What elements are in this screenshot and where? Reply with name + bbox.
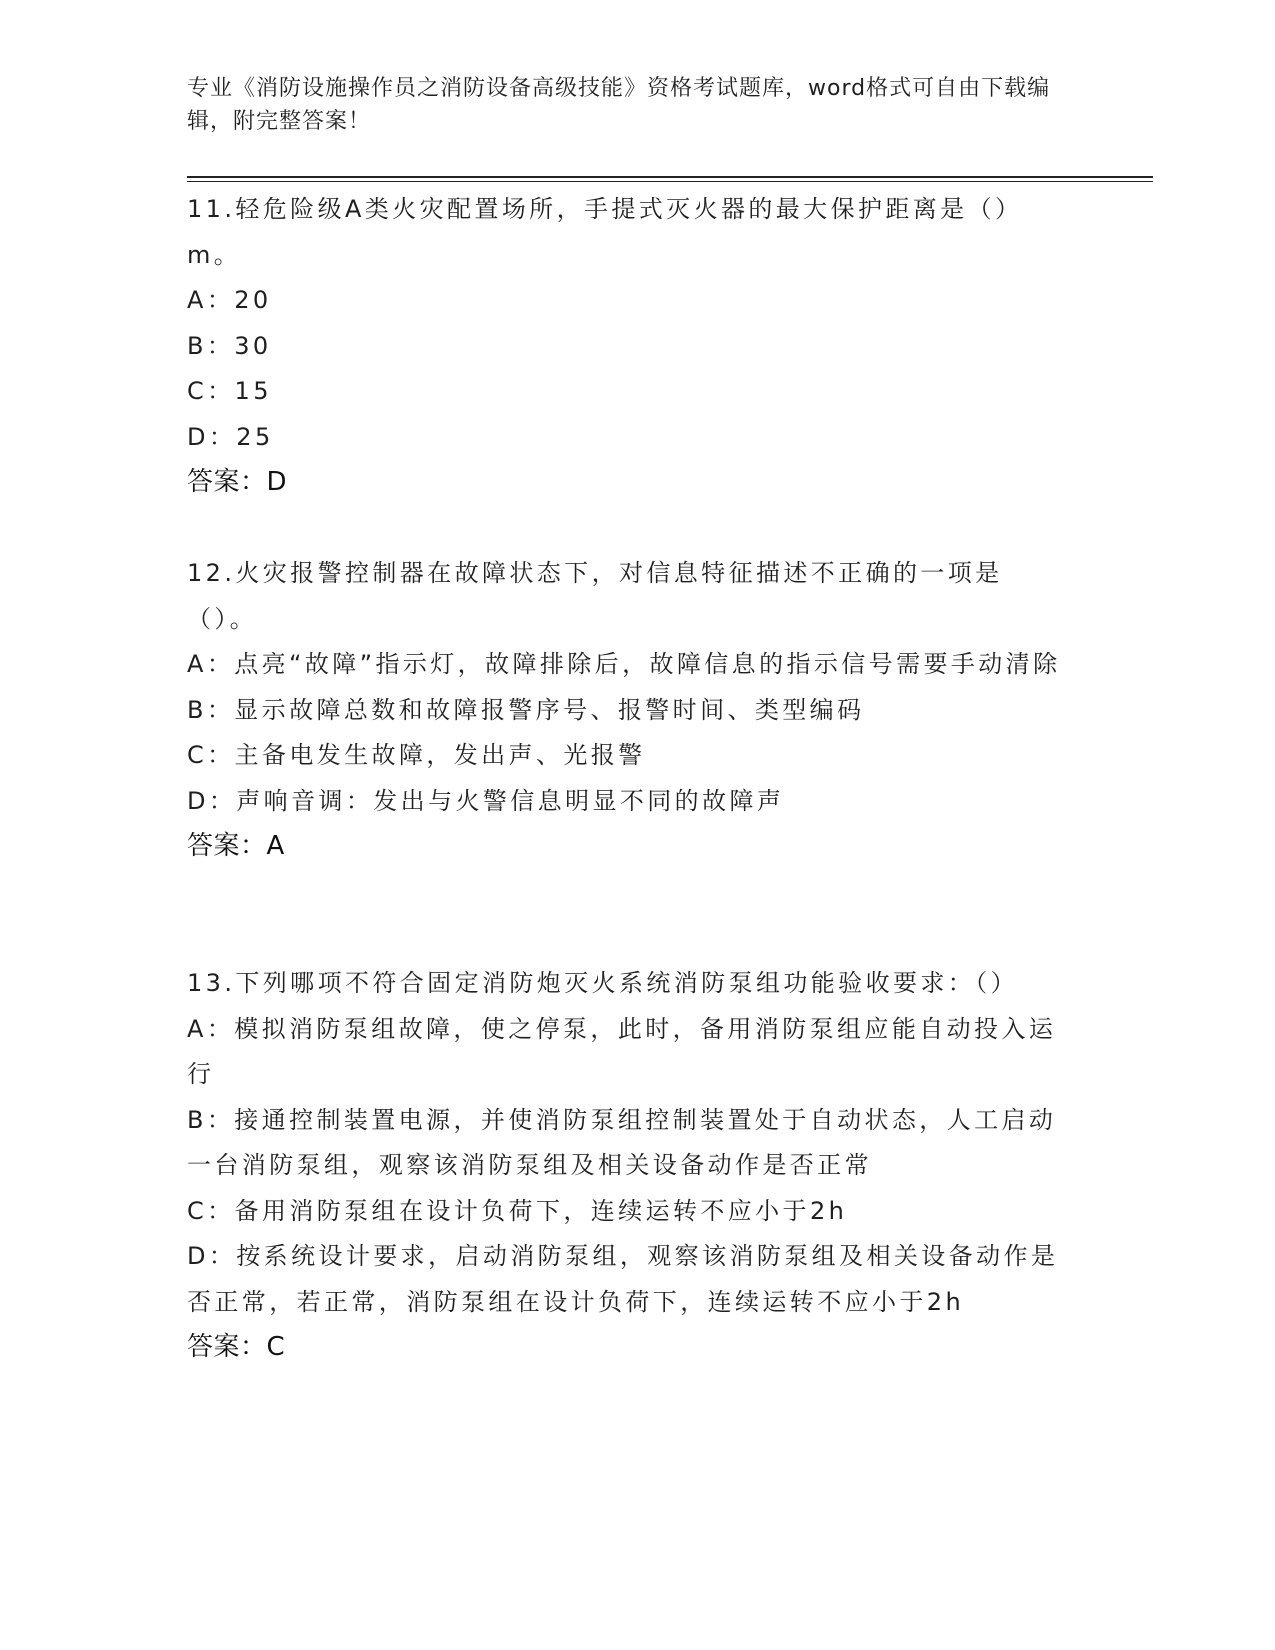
answer-label: 答案：A <box>187 831 285 861</box>
option-c: C：备用消防泵组在设计负荷下，连续运转不应小于2h <box>187 1196 848 1225</box>
option-b: B：接通控制装置电源，并使消防泵组控制装置处于自动状态，人工启动一台消防泵组，观察该消防泵组及相关设备动作是否正常 <box>187 1105 1057 1179</box>
option-d: D：按系统设计要求，启动消防泵组，观察该消防泵组及相关设备动作是否正常，若正常，消防泵组在设计负荷下，连续运转不应小于2h <box>187 1242 1059 1316</box>
document-header: 专业《消防设施操作员之消防设备高级技能》资格考试题库，word格式可自由下载编辑，附完整答案！ <box>187 76 1051 134</box>
question-11 <box>187 187 1067 506</box>
option-b: B：显示故障总数和故障报警序号、报警时间、类型编码 <box>187 695 865 724</box>
question-stem: 11.轻危险级A类火灾配置场所，手提式灭火器的最大保护距离是（）m。 <box>187 195 1023 269</box>
answer-label: 答案：D <box>187 467 288 497</box>
header-divider-thick <box>187 176 1153 178</box>
question-stem: 13.下列哪项不符合固定消防炮灭火系统消防泵组功能验收要求：（） <box>187 969 1018 997</box>
option-a: A：20 <box>187 286 272 314</box>
header-divider-thin <box>187 181 1153 182</box>
option-c: C：主备电发生故障，发出声、光报警 <box>187 741 646 769</box>
question-13 <box>187 961 1067 1371</box>
option-a: A：模拟消防泵组故障，使之停泵，此时，备用消防泵组应能自动投入运行 <box>187 1014 1057 1088</box>
option-a: A：点亮“故障”指示灯，故障排除后，故障信息的指示信号需要手动清除 <box>187 650 1061 678</box>
option-d: D：声响音调：发出与火警信息明显不同的故障声 <box>187 786 785 815</box>
option-d: D：25 <box>187 422 274 451</box>
question-12 <box>187 551 1067 870</box>
question-stem: 12.火灾报警控制器在故障状态下，对信息特征描述不正确的一项是（）。 <box>187 559 1003 633</box>
option-b: B：30 <box>187 331 272 360</box>
option-c: C：15 <box>187 377 272 405</box>
answer-label: 答案：C <box>187 1332 286 1362</box>
